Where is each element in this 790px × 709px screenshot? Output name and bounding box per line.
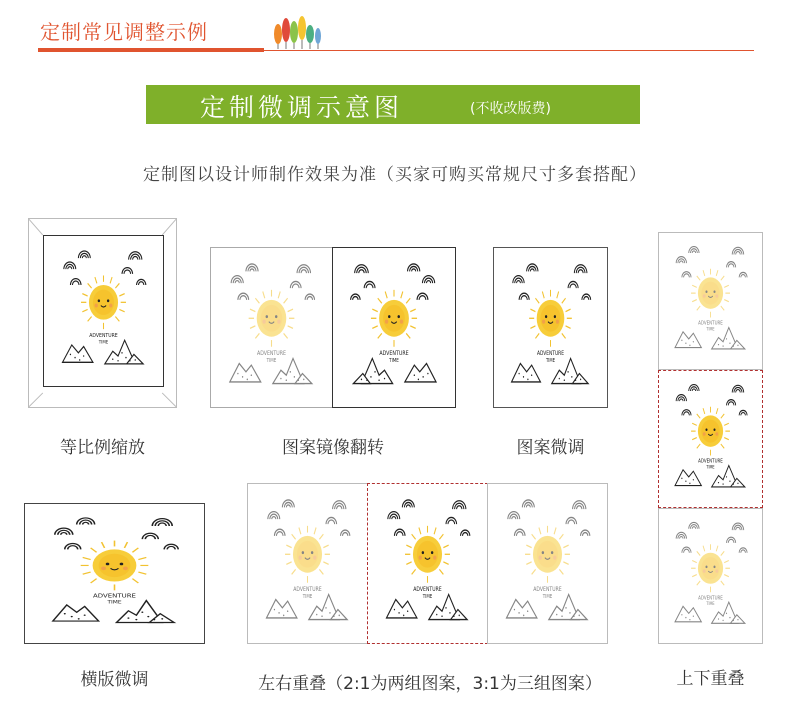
caption-1: 等比例缩放	[60, 438, 145, 458]
art-text-2: TIME	[107, 600, 122, 606]
caption-2: 图案镜像翻转	[282, 438, 384, 458]
artwork-frame	[43, 235, 164, 387]
artwork-mirrored	[333, 248, 455, 407]
art-text-2: TIME	[545, 358, 556, 365]
banner-title: 定制微调示意图	[200, 93, 404, 122]
art-text-1: ADVENTURE	[698, 595, 723, 602]
art-text-1: ADVENTURE	[413, 586, 442, 594]
art-text-2: TIME	[266, 358, 277, 365]
artwork-faded	[211, 248, 332, 407]
example-mirror-right	[332, 247, 456, 408]
artwork-faded	[659, 509, 762, 643]
artwork	[44, 236, 163, 386]
example-proportional-scale	[28, 218, 177, 408]
example-overlap-center	[367, 483, 488, 644]
section-title: 定制常见调整示例	[40, 20, 208, 44]
header-divider	[264, 50, 754, 51]
art-text-2: TIME	[98, 340, 109, 346]
art-text-2: TIME	[389, 358, 399, 365]
art-text-2: TIME	[706, 600, 715, 607]
example-overlap-right	[487, 483, 608, 644]
art-text-2: TIME	[706, 463, 715, 470]
example-stack-top	[658, 232, 763, 370]
art-text-1: ADVENTURE	[698, 459, 723, 465]
art-text-1: ADVENTURE	[293, 586, 322, 594]
art-text-2: TIME	[542, 594, 553, 601]
artwork-faded	[488, 484, 607, 643]
art-text-2: TIME	[706, 325, 715, 332]
art-text-1: ADVENTURE	[698, 321, 723, 327]
art-text-1: ADVENTURE	[379, 350, 409, 358]
example-stack-middle	[658, 370, 763, 508]
art-text-2: TIME	[422, 594, 433, 601]
artwork	[25, 504, 204, 643]
art-text-2: TIME	[302, 594, 313, 601]
caption-3: 图案微调	[516, 438, 585, 458]
art-text-1: ADVENTURE	[93, 593, 136, 600]
art-text-1: ADVENTURE	[89, 332, 118, 340]
artwork	[368, 484, 487, 643]
example-fine-tune	[493, 247, 608, 408]
caption-4: 横版微调	[80, 670, 149, 690]
example-overlap-left	[247, 483, 368, 644]
banner	[146, 85, 640, 124]
art-text-1: ADVENTURE	[257, 350, 286, 358]
trees-icon	[272, 14, 324, 50]
artwork-faded	[659, 233, 762, 369]
example-stack-bottom	[658, 508, 763, 644]
example-landscape	[24, 503, 205, 644]
subtitle: 定制图以设计师制作效果为准（买家可购买常规尺寸多套搭配）	[143, 165, 647, 185]
banner-note: (不收改版费)	[470, 101, 551, 117]
caption-5: 左右重叠（2:1为两组图案，3:1为三组图案）	[258, 674, 602, 694]
artwork	[494, 248, 607, 407]
art-text-1: ADVENTURE	[533, 586, 562, 594]
art-text-1: ADVENTURE	[536, 350, 565, 358]
artwork	[659, 371, 762, 507]
title-underline	[38, 48, 264, 52]
caption-6: 上下重叠	[676, 669, 745, 689]
artwork-faded	[248, 484, 367, 643]
example-mirror-left	[210, 247, 333, 408]
